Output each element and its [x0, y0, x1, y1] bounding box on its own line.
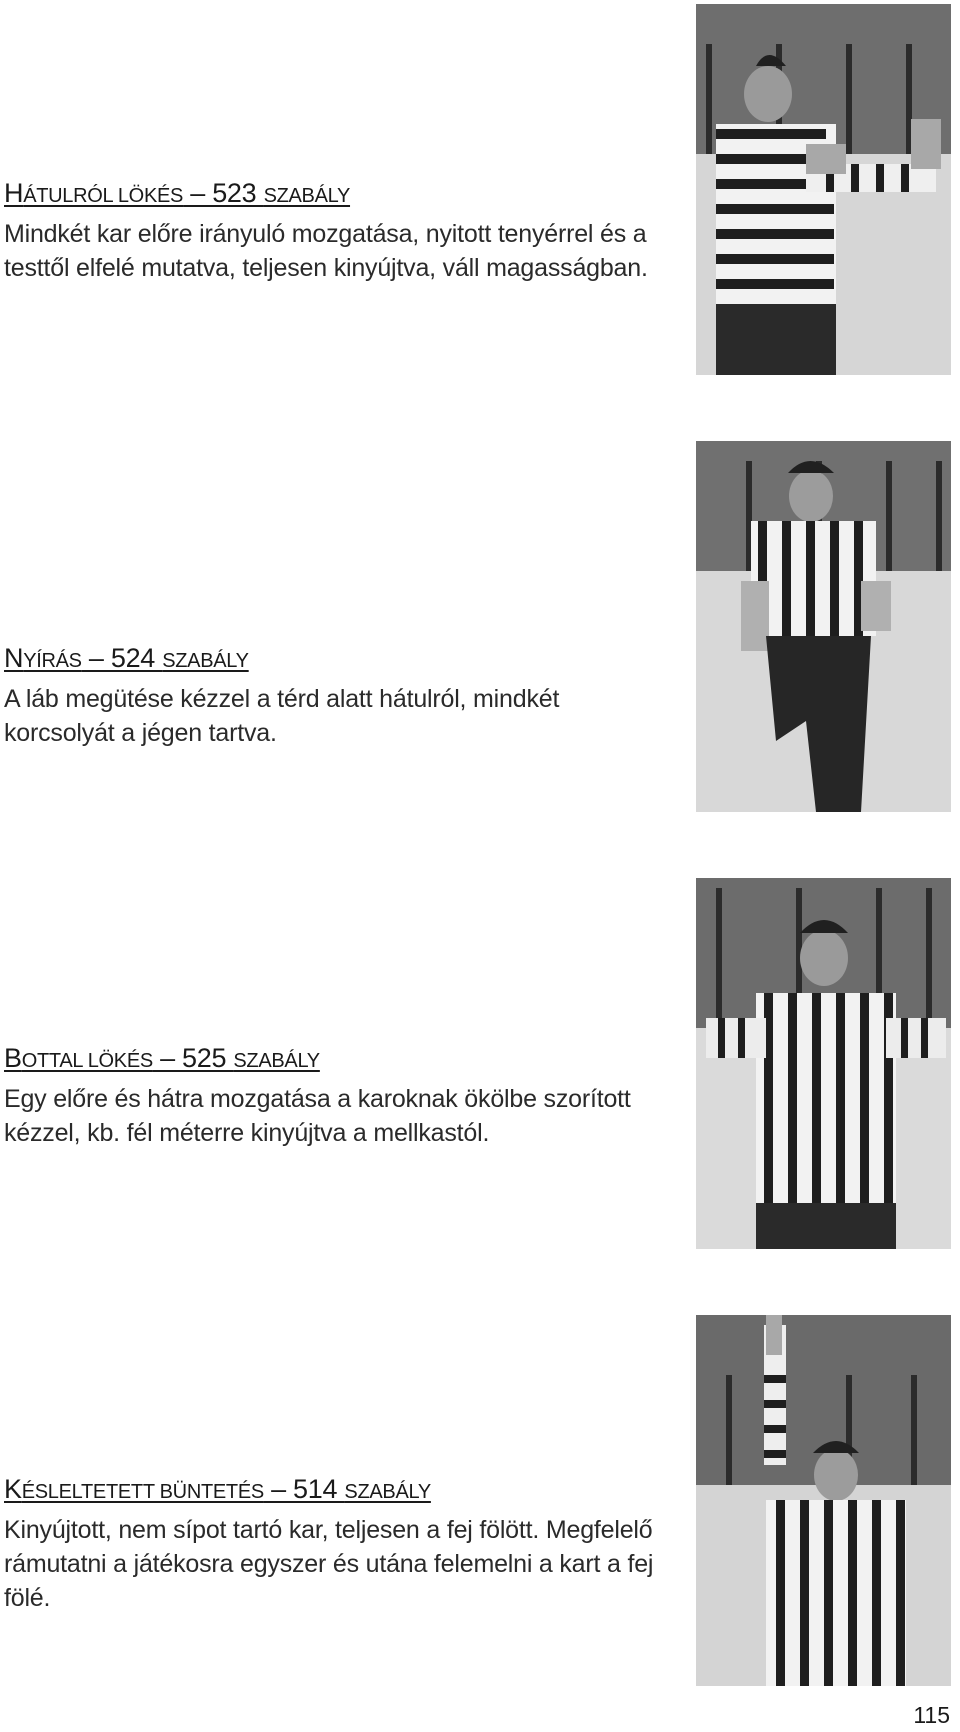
page-number: 115 — [913, 1702, 950, 1728]
signal-description: Egy előre és hátra mozgatása a karoknak ökölbe szorított kézzel, kb. fél méterre kinyújtva a mellkastól. — [4, 1085, 631, 1147]
signal-text-block — [4, 641, 664, 750]
signal-text-block — [4, 176, 664, 285]
signal-heading: NYÍRÁS – 524 SZABÁLY — [4, 643, 249, 673]
referee-photo-arms-forward — [696, 4, 951, 375]
signal-section-hatulrol-lokes — [0, 0, 960, 380]
signal-section-bottal-lokes — [0, 874, 960, 1254]
signal-description: A láb megütése kézzel a térd alatt hátulról, mindkét korcsolyát a jégen tartva. — [4, 685, 560, 747]
referee-photo-fists-forward — [696, 878, 951, 1249]
signal-text-block — [4, 1041, 664, 1150]
referee-photo-leg-slap — [696, 441, 951, 812]
signal-heading: HÁTULRÓL LÖKÉS – 523 SZABÁLY — [4, 178, 351, 208]
signal-description: Mindkét kar előre irányuló mozgatása, nyitott tenyérrel és a testtől elfelé mutatva, teljesen kinyújtva, váll magasságban. — [4, 220, 648, 282]
signal-text-block — [4, 1472, 664, 1615]
referee-photo-arm-raised — [696, 1315, 951, 1686]
signal-heading: KÉSLELTETETT BÜNTETÉS – 514 SZABÁLY — [4, 1474, 431, 1504]
signal-section-nyiras — [0, 437, 960, 817]
signal-section-kesleltetett-buntetes — [0, 1311, 960, 1691]
signal-description: Kinyújtott, nem sípot tartó kar, teljesen a fej fölött. Megfelelő rámutatni a játékosra egyszer és utána felemelni a kart a fej fölé. — [4, 1516, 654, 1612]
signal-heading: BOTTAL LÖKÉS – 525 SZABÁLY — [4, 1043, 320, 1073]
